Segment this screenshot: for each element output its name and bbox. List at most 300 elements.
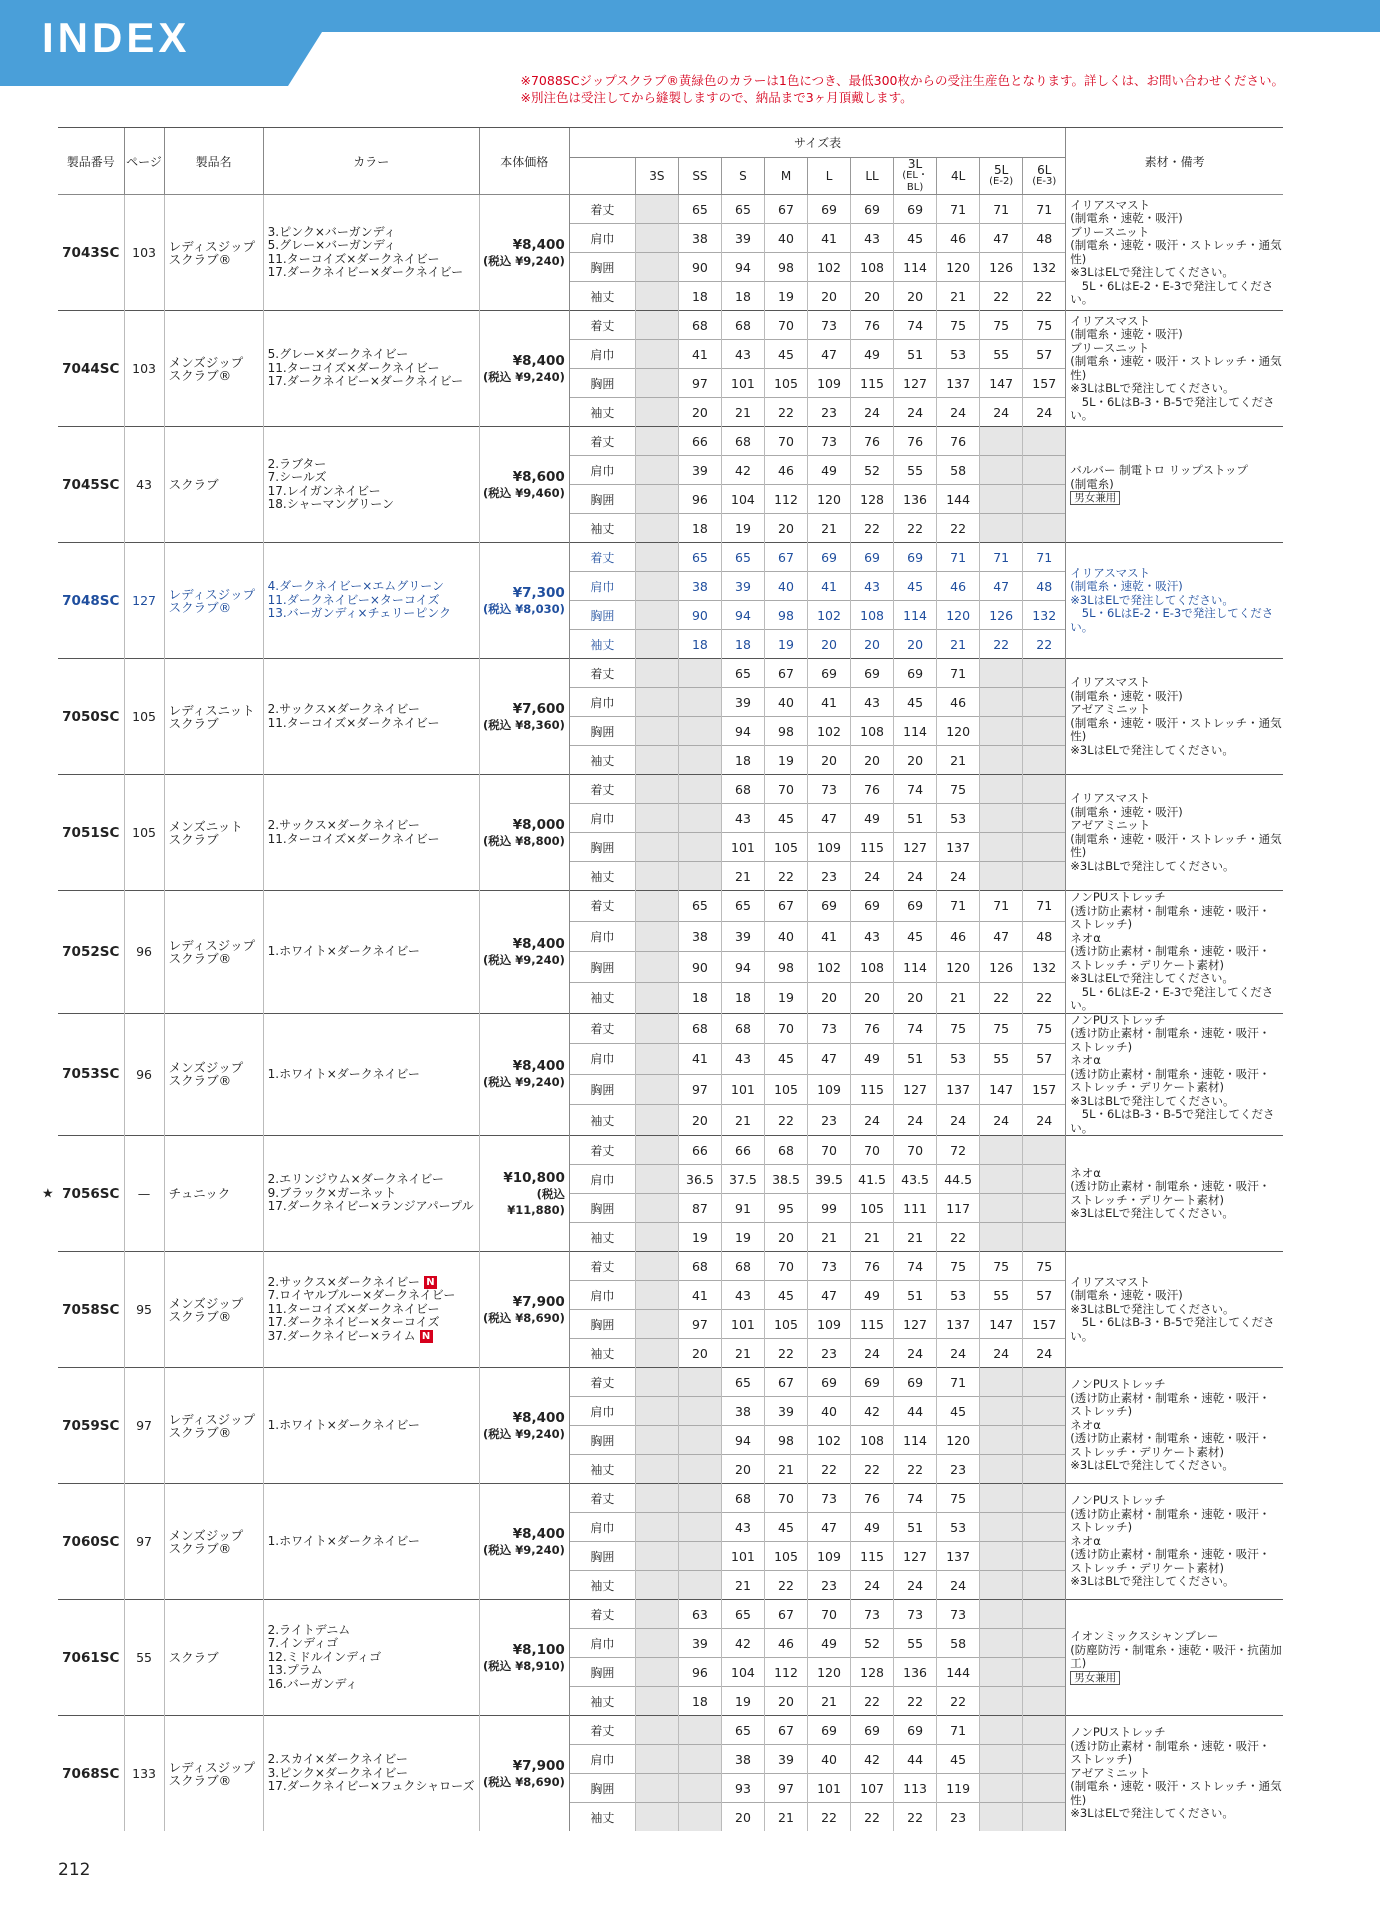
size-value: 49	[808, 1629, 851, 1658]
size-value	[678, 1542, 721, 1571]
size-value: 114	[894, 717, 937, 746]
size-value: 109	[808, 369, 851, 398]
size-value	[678, 833, 721, 862]
size-value: 126	[980, 952, 1023, 983]
size-value: 45	[894, 224, 937, 253]
size-value: 20	[764, 514, 807, 543]
material-note-line: (透け防止素材・制電糸・速乾・吸汗・	[1070, 1738, 1271, 1753]
size-value: 75	[937, 1484, 980, 1513]
material-note-line: ※3LはBLで発注してください。	[1070, 1301, 1235, 1316]
size-value: 20	[721, 1455, 764, 1484]
size-value	[1023, 1194, 1066, 1223]
material-note-line: (透け防止素材・制電糸・速乾・吸汗・	[1070, 1026, 1271, 1040]
product-name	[164, 1252, 263, 1368]
measure-label: 胸囲	[569, 1194, 635, 1223]
tax-included-price: (税込 ¥8,030)	[482, 601, 565, 616]
size-value: 18	[721, 282, 764, 311]
material-note-line: アゼアミニット	[1070, 818, 1151, 832]
size-value: 144	[937, 1658, 980, 1687]
tax-included-price: (税込 ¥9,240)	[482, 369, 565, 384]
size-value: 46	[937, 921, 980, 952]
size-value	[980, 1426, 1023, 1455]
product-code	[58, 1013, 124, 1136]
size-value: 20	[851, 982, 894, 1013]
size-value: 68	[678, 1252, 721, 1281]
size-value: 70	[764, 1252, 807, 1281]
header-measure-blank	[569, 158, 635, 195]
measure-label: 着丈	[569, 1252, 635, 1281]
size-value: 20	[721, 1803, 764, 1832]
size-value	[635, 1165, 678, 1194]
product-name-line: スクラブ®	[168, 1772, 232, 1788]
measure-label: 袖丈	[569, 1687, 635, 1716]
size-value	[980, 1223, 1023, 1252]
size-value	[980, 1484, 1023, 1513]
size-value	[635, 1397, 678, 1426]
size-value: 18	[721, 982, 764, 1013]
size-value: 23	[937, 1455, 980, 1484]
measure-label: 袖丈	[569, 282, 635, 311]
size-value: 58	[937, 456, 980, 485]
size-value: 55	[894, 456, 937, 485]
size-value: 24	[937, 1339, 980, 1368]
size-header-label: 6L	[1037, 163, 1052, 177]
size-value: 127	[894, 1310, 937, 1339]
material-note-line: 5L・6LはE-2・E-3で発注してください。	[1070, 606, 1274, 634]
size-value: 75	[980, 311, 1023, 340]
size-value: 69	[851, 891, 894, 922]
size-value: 41	[808, 921, 851, 952]
color-list	[263, 1600, 479, 1716]
size-value: 76	[851, 311, 894, 340]
size-value: 24	[980, 1105, 1023, 1136]
color-option	[268, 1187, 479, 1201]
size-value: 58	[937, 1629, 980, 1658]
size-value: 102	[808, 1426, 851, 1455]
size-value: 23	[937, 1803, 980, 1832]
size-value: 24	[851, 398, 894, 427]
measure-label: 着丈	[569, 1013, 635, 1044]
size-header-label: 5L	[993, 163, 1009, 177]
size-value	[1023, 804, 1066, 833]
size-header-sub: (E-2)	[989, 176, 1014, 187]
size-value	[635, 1658, 678, 1687]
color-list	[263, 1136, 479, 1252]
size-value: 71	[937, 891, 980, 922]
material-note-line: アゼアミニット	[1070, 702, 1151, 716]
size-header	[721, 158, 764, 195]
size-value	[635, 1252, 678, 1281]
size-value: 65	[678, 195, 721, 224]
measure-label: 袖丈	[569, 1803, 635, 1832]
size-value: 147	[980, 1074, 1023, 1105]
size-value: 40	[764, 921, 807, 952]
color-option	[268, 1767, 479, 1781]
size-value: 115	[851, 369, 894, 398]
size-value	[678, 1368, 721, 1397]
size-value: 24	[851, 1339, 894, 1368]
size-value	[635, 982, 678, 1013]
product-name-line: レディスジップ	[168, 238, 256, 254]
size-value: 114	[894, 253, 937, 282]
color-option-text: 1.ホワイト×ダークネイビー	[267, 944, 420, 958]
measure-label: 袖丈	[569, 1223, 635, 1252]
size-value	[980, 1165, 1023, 1194]
material-notes	[1066, 1716, 1283, 1832]
measure-label: 袖丈	[569, 630, 635, 659]
size-header-label: S	[739, 169, 747, 183]
size-value	[678, 775, 721, 804]
size-value	[980, 1513, 1023, 1542]
color-option-text: 11.ターコイズ×ダークネイビー	[267, 715, 440, 730]
material-note-line: ストレッチ・デリケート素材)	[1070, 1192, 1224, 1207]
size-value: 114	[894, 952, 937, 983]
size-value	[635, 369, 678, 398]
size-value: 43	[851, 572, 894, 601]
size-value: 65	[721, 543, 764, 572]
size-header-label: SS	[692, 169, 708, 183]
size-value: 43	[851, 921, 894, 952]
material-note-line: イリアスマスト	[1070, 675, 1151, 689]
size-value: 24	[937, 398, 980, 427]
size-value: 74	[894, 775, 937, 804]
measure-label: 着丈	[569, 195, 635, 224]
material-notes	[1066, 1368, 1283, 1484]
color-option-text: 7.ロイヤルブルー×ダークネイビー	[267, 1288, 456, 1303]
material-note-line: ネオα	[1070, 1417, 1101, 1432]
size-value	[1023, 688, 1066, 717]
size-value: 69	[808, 659, 851, 688]
size-value: 69	[894, 659, 937, 688]
color-option	[268, 1316, 479, 1330]
size-value: 21	[808, 1223, 851, 1252]
size-value: 47	[808, 1044, 851, 1075]
size-value	[1023, 1629, 1066, 1658]
price	[479, 1716, 569, 1832]
size-value	[980, 1803, 1023, 1832]
product-name-line: レディスニット	[168, 702, 255, 718]
size-value: 47	[980, 572, 1023, 601]
size-value	[635, 1571, 678, 1600]
size-value	[678, 1745, 721, 1774]
size-value: 115	[851, 833, 894, 862]
size-value: 51	[894, 1281, 937, 1310]
color-option	[268, 1068, 479, 1082]
size-value: 68	[721, 1013, 764, 1044]
size-value: 70	[764, 1013, 807, 1044]
product-name-line: スクラブ®	[168, 599, 232, 615]
size-value	[980, 862, 1023, 891]
size-value: 68	[678, 1013, 721, 1044]
color-option	[268, 485, 479, 499]
size-value	[1023, 1658, 1066, 1687]
size-value	[678, 1513, 721, 1542]
size-value: 112	[764, 1658, 807, 1687]
size-value: 120	[808, 485, 851, 514]
product-name-line: スクラブ®	[168, 950, 232, 966]
size-value: 48	[1023, 224, 1066, 253]
catalog-page: 95	[124, 1252, 164, 1368]
price	[479, 1484, 569, 1600]
header-code: 製品番号	[58, 128, 124, 195]
size-value: 53	[937, 804, 980, 833]
product-name-line: スクラブ	[168, 1650, 219, 1665]
size-value: 20	[851, 282, 894, 311]
size-value: 47	[808, 1281, 851, 1310]
size-value: 65	[721, 1600, 764, 1629]
size-value: 69	[851, 659, 894, 688]
size-value: 24	[851, 1105, 894, 1136]
size-value: 105	[764, 1074, 807, 1105]
size-value: 95	[764, 1194, 807, 1223]
size-value: 108	[851, 601, 894, 630]
size-value: 41	[808, 224, 851, 253]
size-value	[635, 1044, 678, 1075]
material-note-line: ネオα	[1070, 1053, 1101, 1067]
measure-label: 胸囲	[569, 485, 635, 514]
size-value	[1023, 833, 1066, 862]
header-material: 素材・備考	[1066, 128, 1283, 195]
material-note-line: ネオα	[1070, 930, 1101, 945]
color-option	[268, 253, 479, 267]
size-value: 22	[894, 1803, 937, 1832]
material-note-line: (透け防止素材・制電糸・速乾・吸汗・	[1070, 903, 1271, 918]
size-value: 105	[764, 369, 807, 398]
size-value: 120	[937, 1426, 980, 1455]
color-list	[263, 1716, 479, 1832]
color-option-text: 13.プラム	[267, 1663, 323, 1678]
material-note-line: ※3LはELで発注してください。	[1070, 1206, 1234, 1220]
size-value: 132	[1023, 253, 1066, 282]
material-note-line: (制電糸・速乾・吸汗)	[1070, 211, 1183, 225]
size-value: 55	[980, 340, 1023, 369]
size-value: 20	[851, 630, 894, 659]
size-value: 73	[808, 427, 851, 456]
product-name	[164, 1013, 263, 1136]
size-value: 98	[764, 952, 807, 983]
size-value: 101	[721, 833, 764, 862]
size-value: 120	[808, 1658, 851, 1687]
size-header	[764, 158, 807, 195]
size-value: 57	[1023, 1044, 1066, 1075]
size-value: 53	[937, 1281, 980, 1310]
size-value: 69	[894, 543, 937, 572]
size-value: 23	[808, 1105, 851, 1136]
base-price: ¥8,600	[512, 468, 565, 485]
measure-label: 胸囲	[569, 1310, 635, 1339]
table-row	[58, 1252, 1283, 1281]
product-code	[58, 659, 124, 775]
size-value: 71	[1023, 891, 1066, 922]
product-code	[58, 311, 124, 427]
size-value: 97	[678, 1310, 721, 1339]
size-value: 73	[808, 1252, 851, 1281]
size-value: 21	[937, 982, 980, 1013]
product-code-text: 7056SC	[62, 1185, 120, 1202]
color-option-text: 12.ミドルインディゴ	[267, 1649, 382, 1664]
color-option-text: 2.サックス×ダークネイビー	[267, 702, 420, 716]
header-page: ページ	[124, 128, 164, 195]
size-value: 52	[851, 456, 894, 485]
color-option	[268, 1678, 479, 1692]
size-value: 71	[937, 543, 980, 572]
size-value: 75	[1023, 1252, 1066, 1281]
size-value: 120	[937, 952, 980, 983]
color-list	[263, 311, 479, 427]
material-note-line: 5L・6LはB-3・B-5で発注してください。	[1070, 1315, 1275, 1343]
color-option-text: 4.ダークネイビー×エムグリーン	[267, 579, 445, 594]
material-notes	[1066, 659, 1283, 775]
size-value: 45	[764, 1513, 807, 1542]
size-value: 41	[678, 1044, 721, 1075]
price	[479, 427, 569, 543]
color-list	[263, 891, 479, 1014]
size-value	[635, 1774, 678, 1803]
size-value	[635, 311, 678, 340]
size-value: 42	[721, 456, 764, 485]
size-value: 108	[851, 1426, 894, 1455]
new-badge: N	[420, 1330, 433, 1343]
size-value: 136	[894, 485, 937, 514]
size-value: 102	[808, 601, 851, 630]
product-name	[164, 1368, 263, 1484]
size-value	[980, 427, 1023, 456]
size-value: 75	[937, 1252, 980, 1281]
size-value	[635, 1542, 678, 1571]
measure-label: 肩巾	[569, 1165, 635, 1194]
size-value: 137	[937, 1074, 980, 1105]
catalog-page: 105	[124, 659, 164, 775]
size-value: 94	[721, 1426, 764, 1455]
new-badge: N	[424, 1276, 437, 1289]
material-note-line: (防塵防汚・制電糸・速乾・吸汗・抗菌加工)	[1070, 1642, 1282, 1671]
size-value: 46	[937, 224, 980, 253]
size-value: 109	[808, 1310, 851, 1339]
size-value: 137	[937, 369, 980, 398]
size-value	[1023, 1687, 1066, 1716]
size-value: 127	[894, 1074, 937, 1105]
size-value	[635, 1687, 678, 1716]
size-value: 102	[808, 952, 851, 983]
size-value: 128	[851, 485, 894, 514]
product-name	[164, 659, 263, 775]
color-option	[268, 945, 479, 959]
material-note-line: ネオα	[1070, 1533, 1101, 1548]
measure-label: 胸囲	[569, 1658, 635, 1687]
size-value: 70	[764, 311, 807, 340]
product-name	[164, 891, 263, 1014]
size-value: 20	[851, 746, 894, 775]
size-header-sub: (EL・BL)	[902, 170, 928, 193]
size-value: 40	[808, 1397, 851, 1426]
size-header	[1023, 158, 1066, 195]
material-note-line: ストレッチ)	[1070, 917, 1133, 931]
size-value: 45	[764, 1044, 807, 1075]
base-price: ¥8,400	[512, 352, 565, 369]
material-notes	[1066, 1136, 1283, 1252]
size-value: 68	[721, 1252, 764, 1281]
size-value: 20	[894, 282, 937, 311]
product-name	[164, 1600, 263, 1716]
size-value: 74	[894, 1252, 937, 1281]
color-option-text: 37.ダークネイビー×ライム	[267, 1328, 416, 1343]
size-value	[1023, 1165, 1066, 1194]
size-value: 49	[851, 1044, 894, 1075]
size-value	[678, 688, 721, 717]
size-value	[1023, 1426, 1066, 1455]
size-value	[635, 833, 678, 862]
tax-included-price: (税込 ¥8,690)	[482, 1310, 565, 1325]
size-value: 65	[721, 195, 764, 224]
color-option	[268, 1303, 479, 1317]
size-value: 24	[894, 1571, 937, 1600]
size-value: 19	[721, 514, 764, 543]
size-value: 137	[937, 1542, 980, 1571]
size-value: 157	[1023, 1310, 1066, 1339]
size-header-label: M	[780, 169, 792, 183]
size-value: 51	[894, 1044, 937, 1075]
measure-label: 胸囲	[569, 833, 635, 862]
material-note-line: ノンPUストレッチ	[1070, 890, 1166, 904]
measure-label: 肩巾	[569, 224, 635, 253]
size-value: 20	[764, 1223, 807, 1252]
size-value: 47	[808, 804, 851, 833]
size-value: 71	[937, 659, 980, 688]
material-note-line: イオンミックスシャンブレー	[1070, 1629, 1219, 1644]
size-header	[678, 158, 721, 195]
size-value	[678, 1397, 721, 1426]
material-note-line: (制電糸・速乾・吸汗・ストレッチ・通気性)	[1070, 1779, 1282, 1807]
color-option-text: 9.ブラック×ガーネット	[267, 1185, 397, 1200]
material-note-line	[1070, 491, 1283, 505]
table-row	[58, 891, 1283, 922]
size-value	[635, 952, 678, 983]
color-option-text: 2.スカイ×ダークネイビー	[267, 1752, 408, 1767]
material-note-line: ※3LはELで発注してください。	[1070, 1458, 1234, 1473]
size-value	[980, 1687, 1023, 1716]
size-value: 119	[937, 1774, 980, 1803]
size-value: 70	[851, 1136, 894, 1165]
table-row	[58, 543, 1283, 572]
base-price: ¥8,400	[512, 1058, 565, 1075]
size-value: 22	[894, 514, 937, 543]
material-note-line: ストレッチ・デリケート素材)	[1070, 957, 1224, 972]
size-value: 127	[894, 369, 937, 398]
material-note-line: 5L・6LはB-3・B-5で発注してください。	[1070, 1107, 1275, 1135]
size-value: 23	[808, 1571, 851, 1600]
size-header	[937, 158, 980, 195]
size-value: 71	[937, 1716, 980, 1745]
size-value: 120	[937, 253, 980, 282]
size-value	[678, 717, 721, 746]
catalog-page: 96	[124, 891, 164, 1014]
size-value: 22	[808, 1803, 851, 1832]
material-notes	[1066, 775, 1283, 891]
size-value: 147	[980, 1310, 1023, 1339]
size-value: 68	[721, 311, 764, 340]
size-value: 69	[808, 1716, 851, 1745]
size-value: 55	[980, 1044, 1023, 1075]
size-value: 71	[937, 195, 980, 224]
size-value	[678, 1571, 721, 1600]
size-value: 41	[808, 688, 851, 717]
measure-label: 胸囲	[569, 601, 635, 630]
size-value	[1023, 1513, 1066, 1542]
color-option-text: 16.バーガンディ	[267, 1676, 358, 1691]
size-value	[1023, 659, 1066, 688]
size-header	[635, 158, 678, 195]
size-value	[1023, 485, 1066, 514]
